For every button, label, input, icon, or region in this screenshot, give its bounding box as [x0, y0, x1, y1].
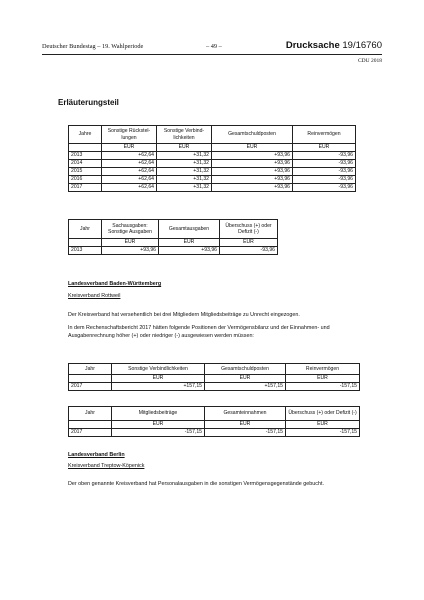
table-cell: 2017 — [69, 429, 112, 437]
paragraph-bw-2: In dem Rechenschaftsbericht 2017 hätten folgende Positionen der Vermögensbilanz und der Einnahmen- und Ausgabenrechnung höher (+) oder niedriger (-) ausgewiesen werden müssen: — [68, 325, 330, 339]
table-row — [69, 429, 360, 437]
table-header-cell: Jahr — [69, 220, 102, 239]
subheading-rottweil: Kreisverband Rottweil — [68, 293, 121, 299]
table-cell: +93,96 — [212, 160, 293, 168]
table-cell: +31,32 — [157, 184, 212, 192]
table-header-row — [69, 126, 356, 144]
table-header-cell: Reinvermögen — [286, 364, 360, 375]
table-cell: -93,96 — [293, 176, 356, 184]
table-cell: +62,64 — [102, 184, 157, 192]
table-cell: 2017 — [69, 184, 102, 192]
table-unit-row — [69, 239, 278, 247]
table-provisions — [68, 125, 356, 192]
table-row — [69, 184, 356, 192]
table-cell: 2017 — [69, 383, 112, 391]
table-cell: +62,64 — [102, 168, 157, 176]
table-header-row — [69, 407, 360, 421]
table-header-cell: Sonstige Verbindlichkeiten — [112, 364, 205, 375]
table-cell: 2013 — [69, 247, 102, 255]
table-cell: +93,96 — [212, 152, 293, 160]
table-cell: -93,96 — [293, 184, 356, 192]
table-unit-cell: EUR — [286, 421, 360, 429]
table-cell: +62,64 — [102, 152, 157, 160]
table-income — [68, 406, 360, 437]
table-cell: +157,15 — [112, 383, 205, 391]
table-unit-cell — [69, 144, 102, 152]
table-unit-cell: EUR — [102, 239, 159, 247]
table-header-cell: Sonstige Verbind-lichkeiten — [157, 126, 212, 144]
subheading-treptow-koepenick: Kreisverband Treptow-Köpenick — [68, 463, 145, 469]
table-cell: +93,96 — [212, 168, 293, 176]
table-cell: 2015 — [69, 168, 102, 176]
table-cell: -157,15 — [286, 383, 360, 391]
header-rule — [42, 54, 382, 55]
table-cell: -157,15 — [112, 429, 205, 437]
table-cell: +31,32 — [157, 168, 212, 176]
table-row — [69, 383, 360, 391]
table-header-cell: Jahr — [69, 364, 112, 375]
table-header-cell: Reinvermögen — [293, 126, 356, 144]
section-title: Erläuterungsteil — [58, 98, 119, 107]
party-label: CDU 2018 — [358, 58, 382, 64]
table-header-cell: Gesamteinnahmen — [205, 407, 286, 421]
page-header — [42, 40, 382, 54]
table-cell: +93,96 — [159, 247, 220, 255]
table-header-cell: Gesamtschuldposten — [212, 126, 293, 144]
table-cell: -93,96 — [293, 160, 356, 168]
table-unit-cell: EUR — [293, 144, 356, 152]
table-cell: 2016 — [69, 176, 102, 184]
table-cell: -93,96 — [220, 247, 278, 255]
table-header-row — [69, 364, 360, 375]
table-cell: +93,96 — [212, 176, 293, 184]
document-number-value: 19/16760 — [339, 40, 382, 51]
table-row — [69, 176, 356, 184]
table-unit-cell: EUR — [220, 239, 278, 247]
table-cell: 2014 — [69, 160, 102, 168]
table-cell: -93,96 — [293, 152, 356, 160]
paragraph-bw-1: Der Kreisverband hat versehentlich bei drei Mitgliedern Mitgliedsbeiträge zu Unrecht eingezogen. — [68, 312, 300, 318]
table-unit-row — [69, 421, 360, 429]
table-cell: -93,96 — [293, 168, 356, 176]
table-cell: +93,96 — [212, 184, 293, 192]
table-row — [69, 247, 278, 255]
document-number — [286, 40, 382, 51]
page-number: – 49 – — [206, 43, 222, 50]
table-header-cell: Überschuss (+) oder Defizit (-) — [220, 220, 278, 239]
table-header-cell: Gesamtausgaben — [159, 220, 220, 239]
table-row — [69, 168, 356, 176]
table-header-cell: Jahre — [69, 126, 102, 144]
table-header-row — [69, 220, 278, 239]
table-cell: +31,32 — [157, 160, 212, 168]
paragraph-berlin-1: Der oben genannte Kreisverband hat Personalausgaben in die sonstigen Vermögensgegenstände gebucht. — [68, 481, 324, 487]
table-unit-cell: EUR — [159, 239, 220, 247]
table-unit-cell: EUR — [112, 375, 205, 383]
table-cell: -157,15 — [205, 429, 286, 437]
table-cell: +62,64 — [102, 176, 157, 184]
header-left: Deutscher Bundestag – 19. Wahlperiode — [42, 43, 144, 50]
table-cell: +93,96 — [102, 247, 159, 255]
table-unit-cell — [69, 375, 112, 383]
table-header-cell: Mitgliedsbeiträge — [112, 407, 205, 421]
document-number-prefix: Drucksache — [285, 40, 340, 51]
table-header-cell: Gesamtschuldposten — [205, 364, 286, 375]
table-unit-cell — [69, 239, 102, 247]
table-cell: +157,15 — [205, 383, 286, 391]
table-unit-row — [69, 144, 356, 152]
table-liabilities — [68, 363, 360, 391]
table-header-cell: Sonstige Rückstel-lungen — [102, 126, 157, 144]
table-unit-cell: EUR — [102, 144, 157, 152]
table-row — [69, 160, 356, 168]
table-cell: +62,64 — [102, 160, 157, 168]
table-unit-cell: EUR — [205, 375, 286, 383]
table-expenses — [68, 219, 278, 255]
table-unit-cell: EUR — [212, 144, 293, 152]
table-cell: -157,15 — [286, 429, 360, 437]
table-unit-cell: EUR — [157, 144, 212, 152]
table-header-cell: Sachausgaben: Sonstige Ausgaben — [102, 220, 159, 239]
heading-berlin: Landesverband Berlin — [68, 452, 125, 458]
table-unit-row — [69, 375, 360, 383]
table-cell: +31,32 — [157, 152, 212, 160]
table-unit-cell — [69, 421, 112, 429]
table-cell: 2013 — [69, 152, 102, 160]
table-unit-cell: EUR — [205, 421, 286, 429]
table-header-cell: Jahr — [69, 407, 112, 421]
table-row — [69, 152, 356, 160]
table-cell: +31,32 — [157, 176, 212, 184]
table-unit-cell: EUR — [112, 421, 205, 429]
table-unit-cell: EUR — [286, 375, 360, 383]
heading-baden-wuerttemberg: Landesverband Baden-Württemberg — [68, 281, 162, 287]
table-header-cell: Überschuss (+) oder Defizit (-) — [286, 407, 360, 421]
